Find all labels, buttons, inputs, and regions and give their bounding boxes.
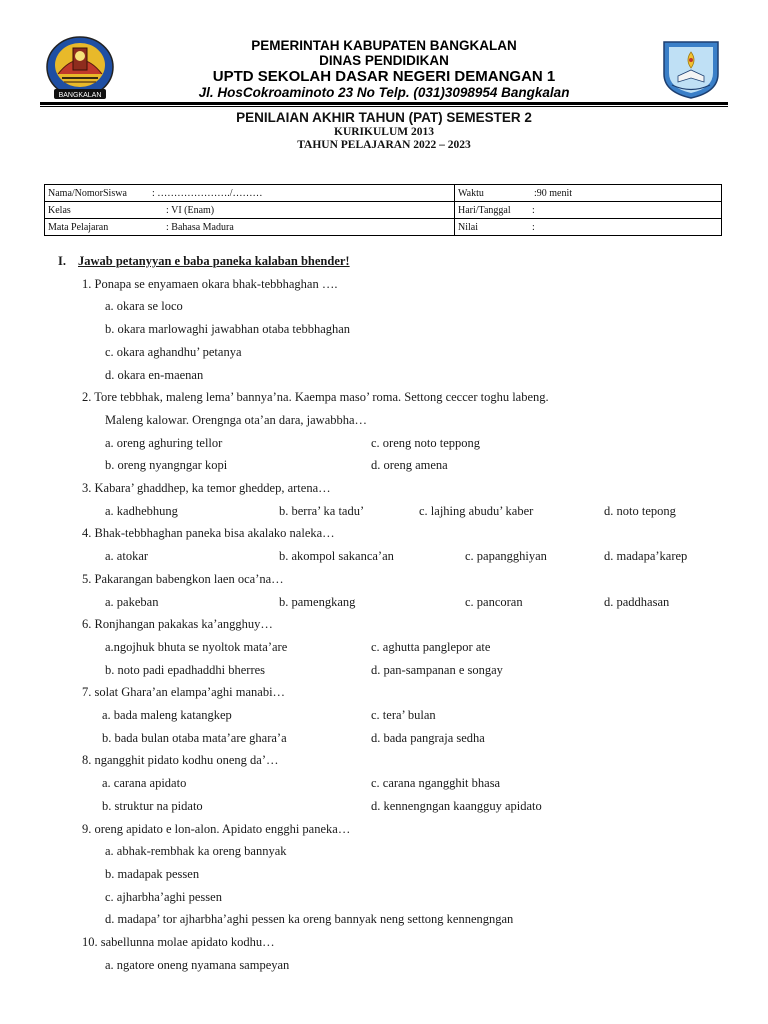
option-9c: c. ajharbha’aghi pessen xyxy=(105,889,222,904)
student-name-cell xyxy=(45,185,455,202)
class-value: : VI (Enam) xyxy=(166,204,215,216)
option-1d: d. okara en-maenan xyxy=(105,367,204,382)
option-8d: d. kennengngan kaangguy apidato xyxy=(371,798,542,813)
letterhead-divider-thin xyxy=(40,106,728,107)
option-4d: d. madapa’karep xyxy=(604,549,688,564)
class-label: Kelas xyxy=(48,204,71,216)
exam-title: PENILAIAN AKHIR TAHUN (PAT) SEMESTER 2 xyxy=(236,110,532,125)
date-cell xyxy=(455,202,722,219)
question-4: 4. Bhak-tebbhaghan paneka bisa akalako naleka… xyxy=(82,526,335,541)
option-1a: a. okara se loco xyxy=(105,299,183,314)
subject-cell xyxy=(45,219,455,236)
option-2d: d. oreng amena xyxy=(371,458,448,473)
option-5c: c. pancoran xyxy=(465,594,523,609)
option-4b: b. akompol sakanca’an xyxy=(279,549,394,564)
logo-left-text: BANGKALAN xyxy=(58,92,102,99)
education-office-logo xyxy=(658,38,724,100)
question-6: 6. Ronjhangan pakakas ka’angghuy… xyxy=(82,617,273,632)
option-3c: c. lajhing abudu’ kaber xyxy=(419,503,534,518)
option-4c: c. papangghiyan xyxy=(465,549,547,564)
option-1c: c. okara aghandhu’ petanya xyxy=(105,344,242,359)
option-10a: a. ngatore oneng nyamana sampeyan xyxy=(105,957,290,972)
option-2c: c. oreng noto teppong xyxy=(371,435,481,450)
exam-titles xyxy=(0,110,768,152)
option-9b: b. madapak pessen xyxy=(105,866,200,881)
question-2-continued: Maleng kalowar. Orengnga ota’an dara, jawabbha… xyxy=(105,412,368,427)
score-cell xyxy=(455,219,722,236)
option-6d: d. pan-sampanan e songay xyxy=(371,662,503,677)
option-1b: b. okara marlowaghi jawabhan otaba tebbhaghan xyxy=(105,322,351,337)
question-7: 7. solat Ghara’an elampa’aghi manabi… xyxy=(82,685,286,700)
time-cell xyxy=(455,185,722,202)
question-1: 1. Ponapa se enyamaen okara bhak-tebbhaghan …. xyxy=(82,276,338,291)
option-3b: b. berra’ ka tadu’ xyxy=(279,503,365,518)
student-info-table xyxy=(44,184,722,236)
school-address: Jl. HosCokroaminoto 23 No Telp. (031)3098954 Bangkalan xyxy=(198,85,570,100)
option-5a: a. pakeban xyxy=(105,594,159,609)
subject-value: : Bahasa Madura xyxy=(166,221,234,233)
option-5b: b. pamengkang xyxy=(279,594,356,609)
section-number: I. xyxy=(58,254,66,268)
option-9a: a. abhak-rembhak ka oreng bannyak xyxy=(105,844,287,859)
option-7d: d. bada pangraja sedha xyxy=(371,730,485,745)
government-name: PEMERINTAH KABUPATEN BANGKALAN xyxy=(251,38,517,53)
table-row xyxy=(45,202,722,219)
option-4a: a. atokar xyxy=(105,549,149,564)
option-6b: b. noto padi epadhaddhi bherres xyxy=(105,662,266,677)
option-8a: a. carana apidato xyxy=(102,776,187,791)
time-value: :90 menit xyxy=(534,187,573,199)
option-8c: c. carana ngangghit bhasa xyxy=(371,776,501,791)
question-2: 2. Tore tebbhak, maleng lema’ bannya’na. Kaempa maso’ roma. Settong ceccer toghu labeng. xyxy=(82,390,549,405)
letterhead xyxy=(0,0,768,108)
option-6c: c. aghutta panglepor ate xyxy=(371,639,491,654)
question-9: 9. oreng apidato e lon-alon. Apidato engghi paneka… xyxy=(82,821,351,836)
question-5: 5. Pakarangan babengkon laen oca’na… xyxy=(82,571,284,586)
class-cell xyxy=(45,202,455,219)
option-3d: d. noto tepong xyxy=(604,503,676,518)
table-row xyxy=(45,219,722,236)
academic-year-title: TAHUN PELAJARAN 2022 – 2023 xyxy=(297,139,471,151)
letterhead-text xyxy=(140,38,628,101)
section-instruction: Jawab petanyyan e baba paneka kalaban bhender! xyxy=(78,254,350,268)
letterhead-divider-thick xyxy=(40,102,728,105)
student-name-label: Nama/NomorSiswa xyxy=(48,187,127,199)
option-3a: a. kadhebhung xyxy=(105,503,178,518)
option-7b: b. bada bulan otaba mata’are ghara’a xyxy=(102,730,287,745)
option-9d: d. madapa’ tor ajharbha’aghi pessen ka oreng bannyak neng settong kennengngan xyxy=(105,912,514,927)
score-label: Nilai xyxy=(458,221,478,233)
option-2b: b. oreng nyangngar kopi xyxy=(105,458,228,473)
table-row xyxy=(45,185,722,202)
section-heading xyxy=(58,250,350,273)
time-label: Waktu xyxy=(458,187,484,199)
option-8b: b. struktur na pidato xyxy=(102,798,203,813)
question-10: 10. sabellunna molae apidato kodhu… xyxy=(82,935,275,949)
question-8: 8. ngangghit pidato kodhu oneng da’… xyxy=(82,753,279,768)
option-2a: a. oreng aghuring tellor xyxy=(105,435,223,450)
subject-label: Mata Pelajaran xyxy=(48,221,109,233)
school-name: UPTD SEKOLAH DASAR NEGERI DEMANGAN 1 xyxy=(212,68,556,85)
option-7c: c. tera’ bulan xyxy=(371,708,436,722)
date-label: Hari/Tanggal xyxy=(458,204,511,216)
bangkalan-regency-logo xyxy=(44,34,116,104)
date-value: : xyxy=(532,204,535,216)
option-5d: d. paddhasan xyxy=(604,594,670,609)
score-value: : xyxy=(532,221,535,233)
option-7a: a. bada maleng katangkep xyxy=(102,708,232,722)
agency-name: DINAS PENDIDIKAN xyxy=(319,53,449,68)
student-name-value: : …………………./……… xyxy=(152,187,263,199)
question-3: 3. Kabara’ ghaddhep, ka temor gheddep, artena… xyxy=(82,481,331,495)
option-6a: a.ngojhuk bhuta se nyoltok mata’are xyxy=(105,639,288,654)
curriculum-title: KURIKULUM 2013 xyxy=(334,126,434,138)
